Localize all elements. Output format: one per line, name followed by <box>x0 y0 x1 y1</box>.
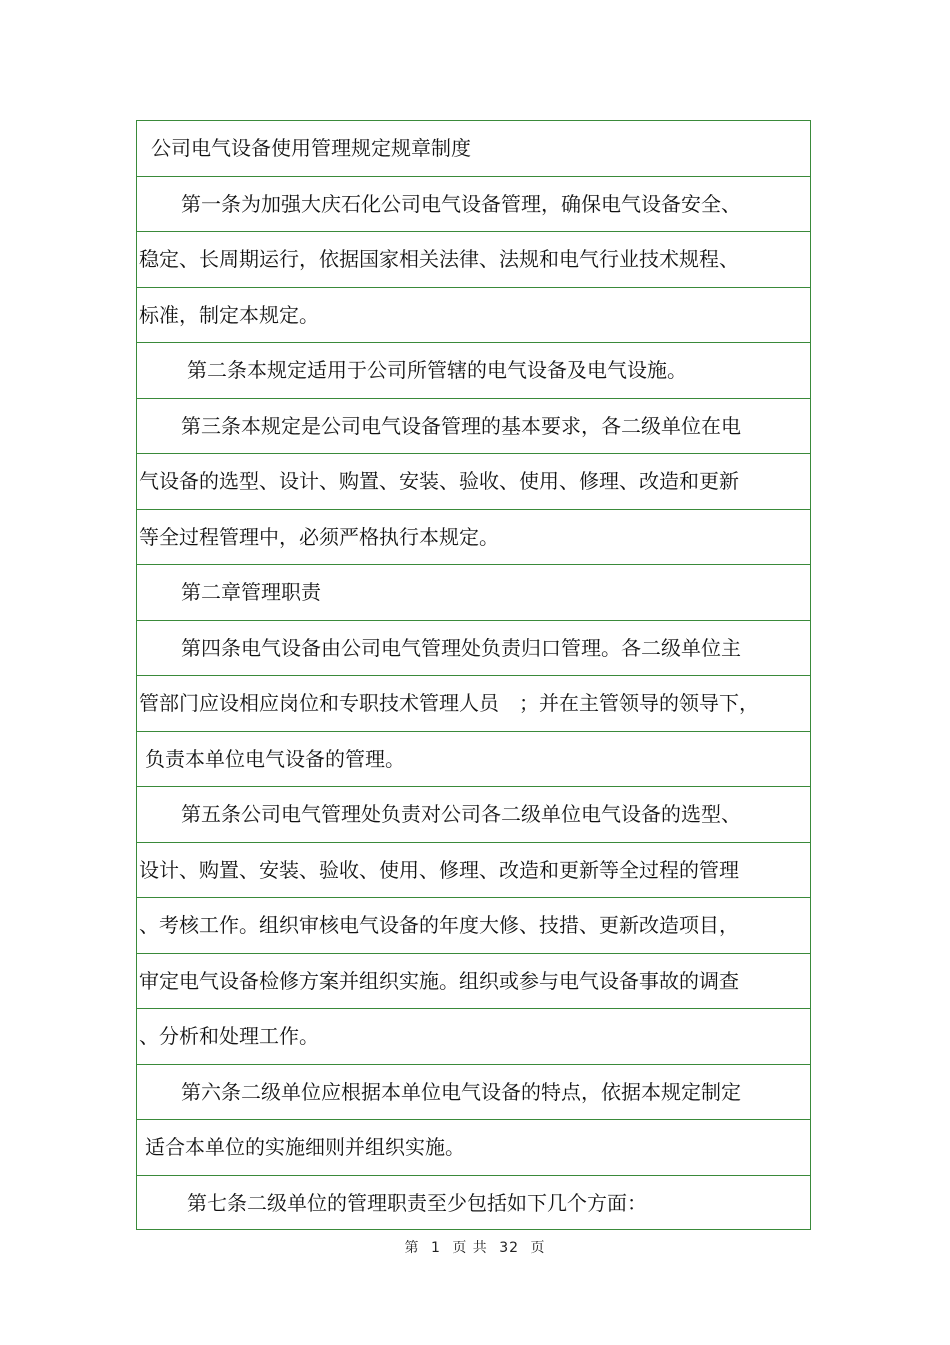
text-line: 第三条本规定是公司电气设备管理的基本要求，各二级单位在电 <box>137 399 810 455</box>
page-footer <box>0 1237 950 1257</box>
total-pages: 32 <box>499 1240 520 1256</box>
text-line: 第七条二级单位的管理职责至少包括如下几个方面： <box>187 1190 647 1215</box>
footer-mid: 页 共 <box>452 1240 488 1256</box>
text-line: 、考核工作。组织审核电气设备的年度大修、技措、更新改造项目， <box>137 898 810 954</box>
page-number: 1 <box>430 1240 441 1256</box>
document-title: 公司电气设备使用管理规定规章制度 <box>137 121 810 177</box>
text-line: 稳定、长周期运行，依据国家相关法律、法规和电气行业技术规程、 <box>137 232 810 288</box>
text-line: 负责本单位电气设备的管理。 <box>137 732 810 788</box>
chapter-heading: 第二章管理职责 <box>137 565 810 621</box>
text-line: 设计、购置、安装、验收、使用、修理、改造和更新等全过程的管理 <box>137 843 810 899</box>
text-line: 第五条公司电气管理处负责对公司各二级单位电气设备的选型、 <box>137 787 810 843</box>
text-line: 气设备的选型、设计、购置、安装、验收、使用、修理、改造和更新 <box>137 454 810 510</box>
text-line: 适合本单位的实施细则并组织实施。 <box>137 1120 810 1176</box>
footer-prefix: 第 <box>404 1240 420 1256</box>
text-line: 第四条电气设备由公司电气管理处负责归口管理。各二级单位主 <box>137 621 810 677</box>
text-line: 标准，制定本规定。 <box>137 288 810 344</box>
text-line: 等全过程管理中，必须严格执行本规定。 <box>137 510 810 566</box>
text-line: 第二条本规定适用于公司所管辖的电气设备及电气设施。 <box>137 343 810 399</box>
document-frame <box>136 120 811 1230</box>
text-line: 审定电气设备检修方案并组织实施。组织或参与电气设备事故的调查 <box>137 954 810 1010</box>
text-line: 第一条为加强大庆石化公司电气设备管理，确保电气设备安全、 <box>137 177 810 233</box>
footer-suffix: 页 <box>530 1240 546 1256</box>
text-line: 管部门应设相应岗位和专职技术管理人员 ；并在主管领导的领导下， <box>137 676 810 732</box>
text-line: 第六条二级单位应根据本单位电气设备的特点，依据本规定制定 <box>137 1065 810 1121</box>
text-line: 、分析和处理工作。 <box>137 1009 810 1065</box>
